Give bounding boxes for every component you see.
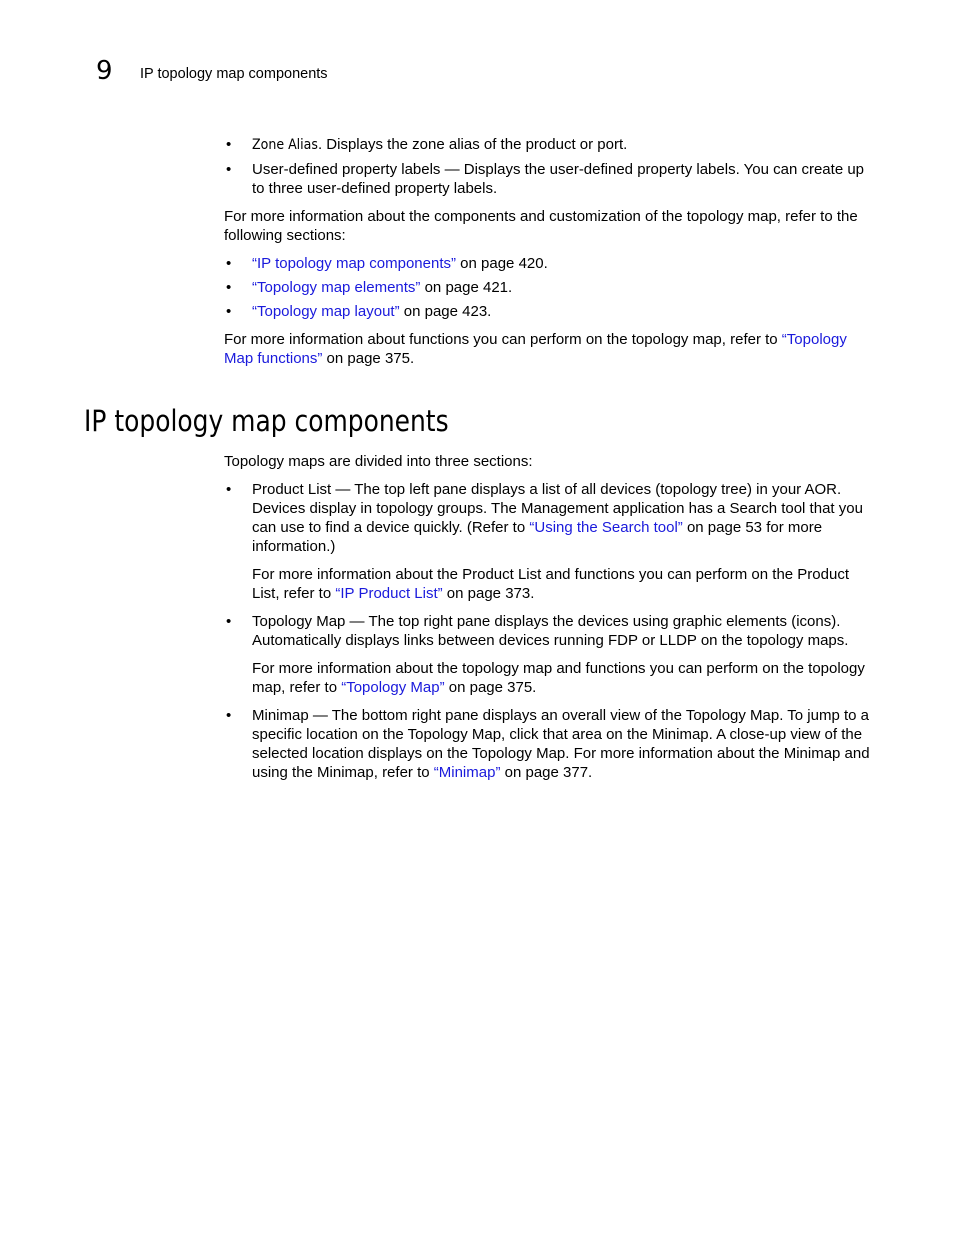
page-reference: on page 421.	[420, 279, 513, 296]
list-item	[224, 612, 870, 697]
section-intro: Topology maps are divided into three sections:	[224, 453, 533, 470]
page-reference: on page 423.	[399, 303, 492, 320]
link-topology-map-elements[interactable]: “Topology map elements”	[252, 279, 421, 296]
link-topology-map[interactable]: “Topology Map”	[341, 679, 445, 696]
section-bullet-list	[224, 480, 870, 782]
link-ip-product-list[interactable]: “IP Product List”	[335, 585, 443, 602]
list-item	[224, 706, 870, 782]
bullet-text: User-defined property labels — Displays the user-defined property labels. You can create up to three user-defined property labels.	[252, 161, 865, 197]
sub-paragraph-text: For more information about the Product List and functions you can perform on the Product List, refer to	[252, 566, 849, 602]
paragraph: For more information about the components and customization of the topology map, refer to the following sections:	[224, 208, 858, 244]
list-item	[224, 254, 870, 273]
section-content	[224, 452, 870, 791]
sub-paragraph	[252, 659, 870, 697]
page-reference: on page 375.	[444, 679, 537, 696]
sub-paragraph	[252, 565, 870, 603]
list-item	[224, 135, 870, 155]
bullet-text	[252, 480, 870, 556]
list-item	[224, 160, 870, 198]
bullet-text-part: Minimap — The bottom right pane displays an overall view of the Topology Map. To jump to a specific location on the Topology Map, click that area on the Minimap. A close-up view of the selected location displays on the Topology Map. For more information about the Minimap and using the Minimap, refer to	[252, 707, 870, 781]
link-using-the-search-tool[interactable]: “Using the Search tool”	[529, 519, 683, 536]
link-topology-map-functions[interactable]: “Topology Map functions”	[224, 331, 847, 367]
list-item	[224, 302, 870, 321]
bullet-text: . Displays the zone alias of the product or port.	[317, 136, 628, 153]
list-item	[224, 480, 870, 603]
page-reference: on page 53 for more information.)	[252, 519, 823, 555]
page-reference: on page 377.	[500, 764, 593, 781]
paragraph	[224, 330, 870, 368]
link-ip-topology-map-components[interactable]: “IP topology map components”	[252, 255, 457, 272]
reference-list	[224, 254, 870, 321]
bullet-text-part: Product List — The top left pane displays a list of all devices (topology tree) in your AOR. Devices display in topology groups. The Management application has a Search tool that you can use to find a device quickly. (Refer to	[252, 481, 863, 536]
link-minimap[interactable]: “Minimap”	[433, 764, 501, 781]
list-item	[224, 278, 870, 297]
bullet-text	[252, 706, 870, 782]
section-title: IP topology map components	[84, 404, 449, 438]
page-reference: on page 375.	[322, 350, 415, 367]
intro-content	[224, 135, 870, 377]
link-topology-map-layout[interactable]: “Topology map layout”	[252, 303, 400, 320]
paragraph-text: For more information about functions you can perform on the topology map, refer to	[224, 331, 782, 348]
running-title: IP topology map components	[140, 66, 328, 82]
sub-paragraph-text: For more information about the topology map and functions you can perform on the topology map, refer to	[252, 660, 865, 696]
page-reference: on page 373.	[442, 585, 535, 602]
intro-bullet-list	[224, 135, 870, 198]
chapter-number: 9	[96, 56, 113, 86]
term-zone-alias: Zone Alias	[252, 137, 318, 153]
page-reference: on page 420.	[456, 255, 548, 272]
bullet-text: • Topology Map — The top right pane displays the devices using graphic elements (icons). Automatically displays links between devices running FDP or LLDP on the topology maps.	[252, 613, 849, 649]
